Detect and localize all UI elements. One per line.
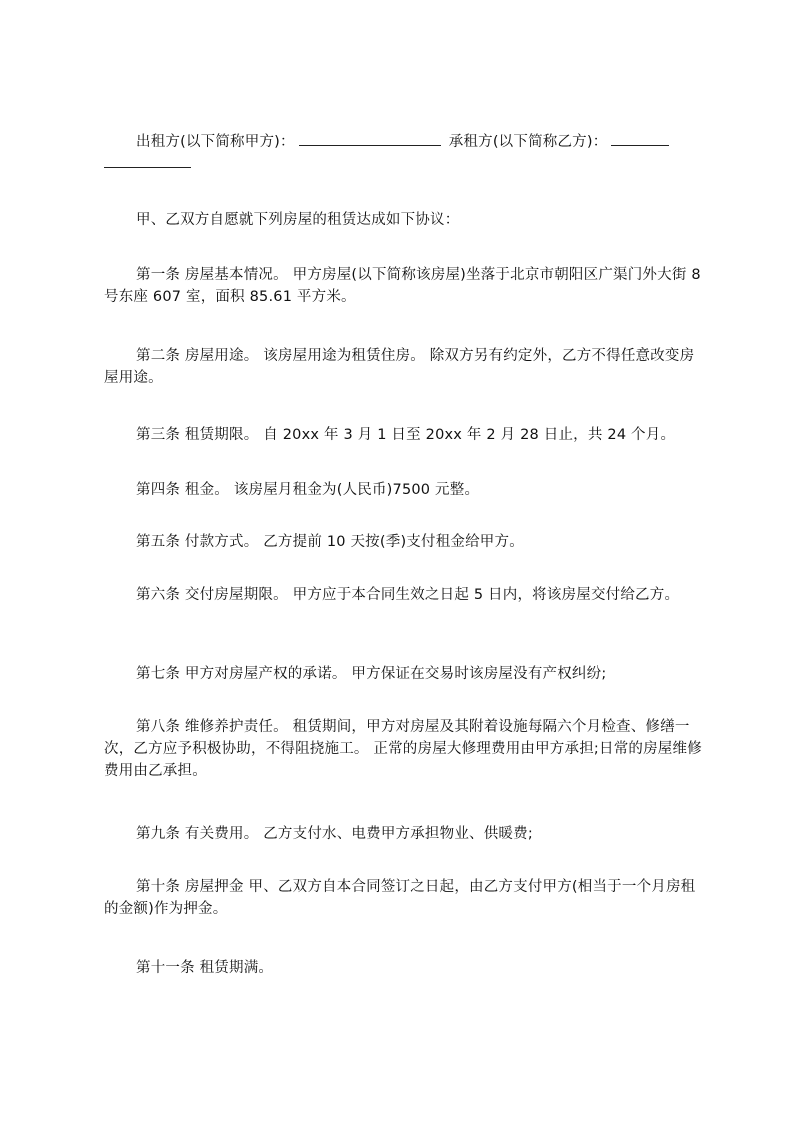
- clause-text: 第十条 房屋押金 甲、乙双方自本合同签订之日起，由乙方支付甲方(相当于一个月房租的金额)作为押金。: [104, 879, 696, 917]
- clause-text: 第七条 甲方对房屋产权的承诺。 甲方保证在交易时该房屋没有产权纠纷;: [136, 666, 607, 682]
- intro-paragraph: [104, 209, 702, 231]
- intro-text: 甲、乙双方自愿就下列房屋的租赁达成如下协议：: [136, 212, 460, 228]
- clause-text: 第六条 交付房屋期限。 甲方应于本合同生效之日起 5 日内，将该房屋交付给乙方。: [136, 587, 680, 603]
- clause-text: 第九条 有关费用。 乙方支付水、电费甲方承担物业、供暖费;: [136, 826, 533, 842]
- clause-11: [104, 957, 702, 979]
- clause-4: [104, 479, 702, 501]
- clause-text: 第八条 维修养护责任。 租赁期间，甲方对房屋及其附着设施每隔六个月检查、修缮一次，乙方应予积极协助，不得阻挠施工。 正常的房屋大修理费用由甲方承担;日常的房屋维修费用由乙承担。: [104, 719, 702, 779]
- lessee-blank-2[interactable]: [104, 153, 191, 168]
- lessee-label: 承租方(以下简称乙方)：: [448, 134, 608, 150]
- lessee-blank-1[interactable]: [611, 131, 669, 146]
- clause-1: [104, 264, 702, 308]
- clause-5: [104, 531, 702, 553]
- clause-9: [104, 823, 702, 845]
- clause-text: 第三条 租赁期限。 自 20xx 年 3 月 1 日至 20xx 年 2 月 28 日止，共 24 个月。: [136, 427, 676, 443]
- clause-text: 第十一条 租赁期满。: [136, 960, 274, 976]
- clause-10: [104, 876, 702, 920]
- clause-text: 第五条 付款方式。 乙方提前 10 天按(季)支付租金给甲方。: [136, 534, 524, 550]
- clause-text: 第四条 租金。 该房屋月租金为(人民币)7500 元整。: [136, 482, 480, 498]
- clause-6: [104, 584, 702, 606]
- clause-text: 第二条 房屋用途。 该房屋用途为租赁住房。 除双方另有约定外，乙方不得任意改变房屋用途。: [104, 348, 695, 386]
- parties-line: [104, 131, 702, 175]
- clause-7: [104, 663, 702, 685]
- lessor-label: 出租方(以下简称甲方)：: [136, 134, 295, 150]
- clause-2: [104, 345, 702, 389]
- clause-3: [104, 424, 702, 446]
- lessor-blank[interactable]: [299, 131, 441, 146]
- clause-text: 第一条 房屋基本情况。 甲方房屋(以下简称该房屋)坐落于北京市朝阳区广渠门外大街 8 号东座 607 室，面积 85.61 平方米。: [104, 267, 701, 305]
- clause-8: [104, 716, 702, 782]
